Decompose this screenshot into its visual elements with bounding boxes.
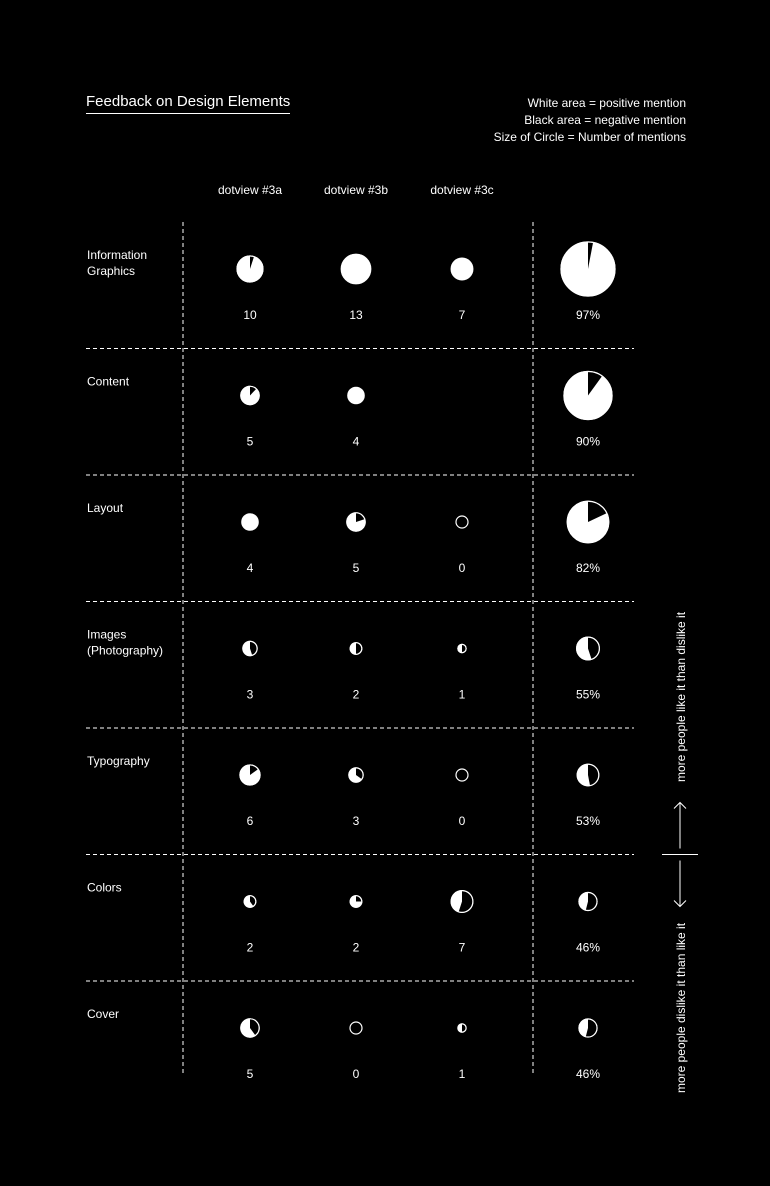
cell-count: 6 xyxy=(246,814,254,828)
chart-title: Feedback on Design Elements xyxy=(86,93,290,114)
pie-cell xyxy=(348,387,364,403)
pie-cell xyxy=(456,769,468,781)
side-label-like: more people like it than dislike it xyxy=(674,611,688,783)
cell-count: 2 xyxy=(352,940,360,955)
cell-count: 0 xyxy=(458,814,466,828)
pie-cell xyxy=(244,896,256,908)
pie-cell xyxy=(347,513,365,531)
summary-percent: 46% xyxy=(575,1067,601,1081)
cell-count: 5 xyxy=(246,434,254,449)
row-label: Layout xyxy=(87,501,124,515)
pie-negative xyxy=(456,516,468,528)
column-header: dotview #3a xyxy=(217,183,283,197)
cell-count: 0 xyxy=(352,1067,360,1081)
row-label: Colors xyxy=(87,880,122,895)
cell-count: 7 xyxy=(458,940,466,955)
pie-summary xyxy=(564,371,612,419)
summary-percent: 82% xyxy=(575,561,601,575)
pie-positive xyxy=(242,514,258,530)
summary-percent: 97% xyxy=(575,308,601,322)
summary-percent: 53% xyxy=(575,814,601,828)
row-label: Content xyxy=(87,374,130,389)
pie-cell xyxy=(350,896,362,908)
cell-count: 13 xyxy=(349,308,363,322)
pie-cell xyxy=(237,256,263,282)
pie-summary xyxy=(577,637,600,660)
pie-cell xyxy=(349,768,363,782)
pie-cell xyxy=(451,258,473,280)
cell-count: 4 xyxy=(352,434,360,449)
row-label: Images xyxy=(87,627,127,642)
side-label-dislike: more people dislike it than like it xyxy=(674,922,688,1094)
row-label: Information xyxy=(87,248,148,262)
cell-count: 3 xyxy=(352,814,360,828)
cell-count: 5 xyxy=(352,561,360,575)
column-header: dotview #3b xyxy=(323,183,389,197)
row-label: Cover xyxy=(87,1007,120,1021)
summary-percent: 55% xyxy=(575,687,601,702)
legend-item-negative: Black area = negative mention xyxy=(524,113,686,127)
row-label: Typography xyxy=(87,754,150,768)
pie-cell xyxy=(451,891,473,913)
pie-summary xyxy=(577,764,599,786)
row-label: Graphics xyxy=(87,264,136,278)
pie-cell xyxy=(243,641,257,655)
summary-percent: 46% xyxy=(575,940,601,955)
pie-summary xyxy=(579,1019,597,1037)
pie-summary xyxy=(567,501,609,543)
cell-count: 2 xyxy=(352,687,360,702)
pie-cell xyxy=(456,516,468,528)
row-label: (Photography) xyxy=(87,643,164,658)
cell-count: 4 xyxy=(246,561,254,575)
pie-cell xyxy=(242,514,258,530)
cell-count: 7 xyxy=(458,308,466,322)
pie-cell xyxy=(341,254,371,284)
pie-positive xyxy=(341,254,371,284)
legend-item-size: Size of Circle = Number of mentions xyxy=(493,130,686,144)
pie-summary xyxy=(561,242,615,296)
pie-negative-slice xyxy=(588,764,599,785)
cell-count: 10 xyxy=(243,308,257,322)
pie-cell xyxy=(458,644,466,652)
legend-item-positive: White area = positive mention xyxy=(527,96,686,110)
pie-positive xyxy=(451,258,473,280)
pie-cell xyxy=(241,1019,259,1037)
cell-count: 1 xyxy=(458,1067,466,1081)
pie-cell xyxy=(241,386,259,404)
cell-count: 1 xyxy=(458,687,466,702)
pie-cell xyxy=(240,765,260,785)
pie-cell xyxy=(350,643,362,655)
column-header: dotview #3c xyxy=(430,183,494,197)
pie-cell xyxy=(458,1024,466,1032)
cell-count: 2 xyxy=(246,940,254,955)
cell-count: 0 xyxy=(458,561,466,575)
pie-cell xyxy=(350,1022,362,1034)
cell-count: 3 xyxy=(246,687,254,702)
pie-summary xyxy=(579,892,597,910)
pie-positive xyxy=(348,387,364,403)
pie-negative xyxy=(456,769,468,781)
pie-negative xyxy=(350,1022,362,1034)
cell-count: 5 xyxy=(246,1067,254,1081)
summary-percent: 90% xyxy=(575,434,601,449)
